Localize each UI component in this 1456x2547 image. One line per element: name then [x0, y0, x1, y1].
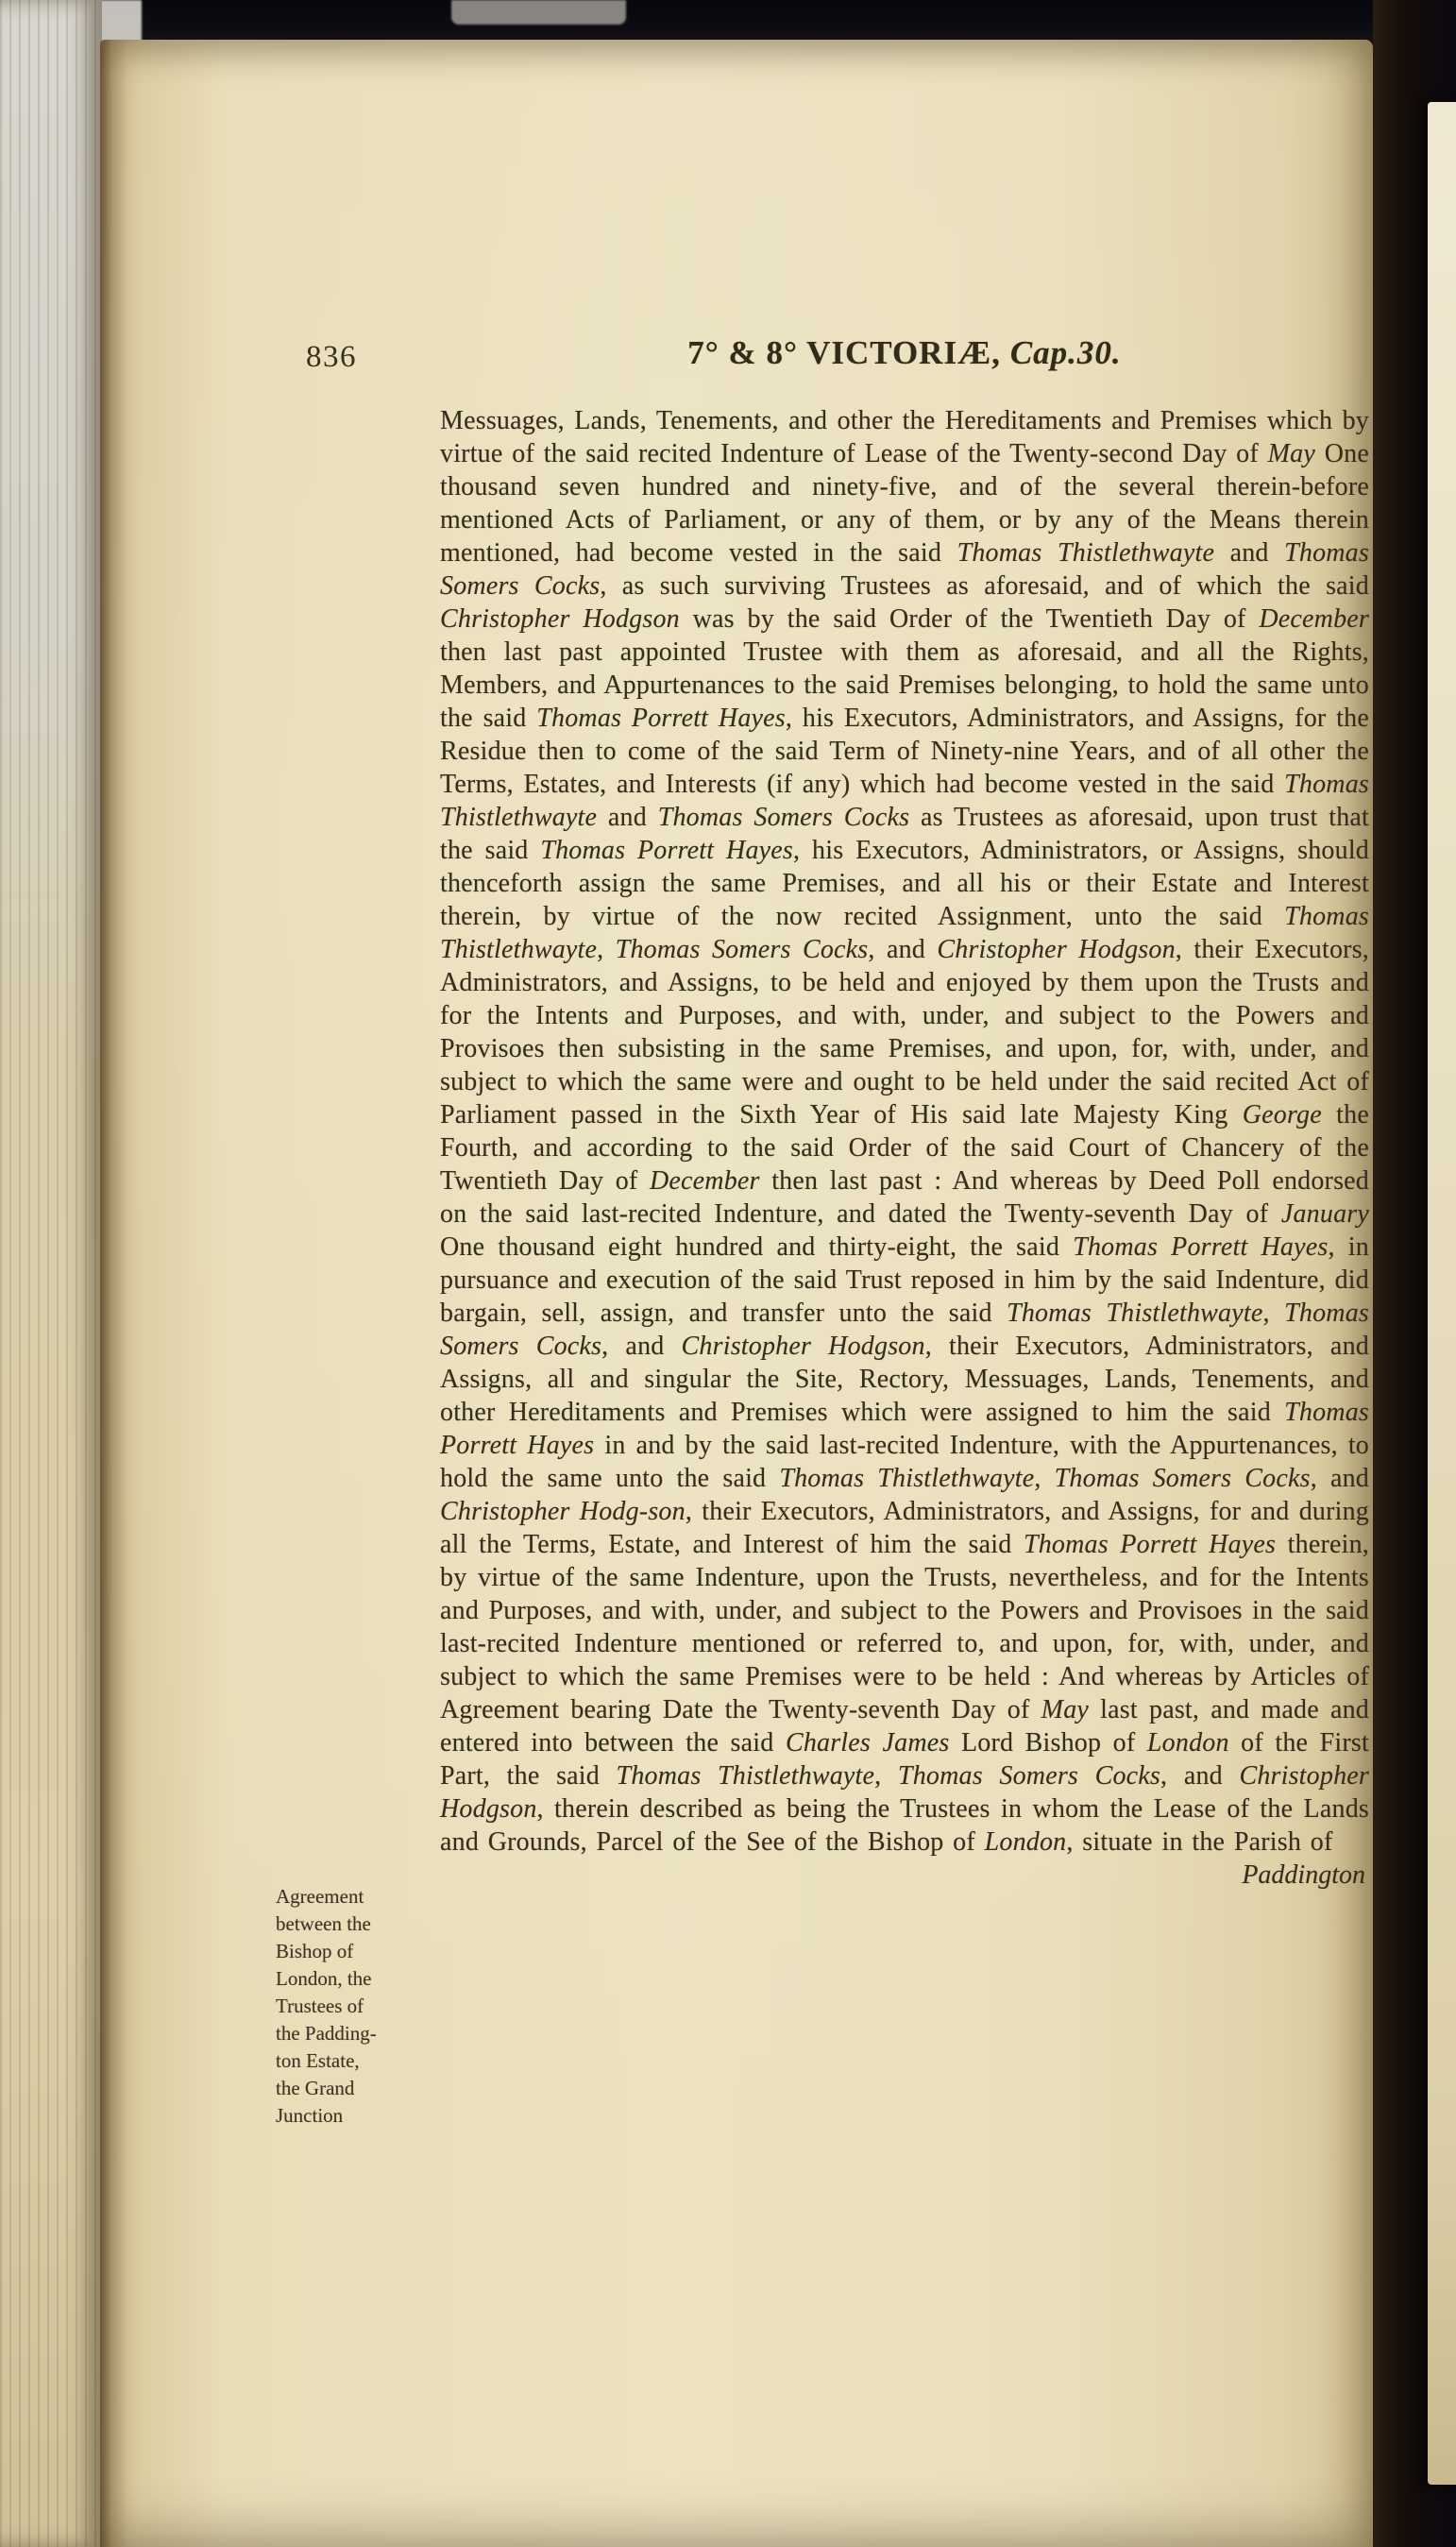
book-page	[100, 40, 1373, 2547]
running-header	[440, 334, 1369, 372]
next-page-edge	[1428, 102, 1456, 2485]
running-header-title: 7° & 8° VICTORIÆ,	[687, 334, 1001, 371]
left-page-stack-edge	[0, 0, 102, 2547]
running-header-chapter: Cap.30.	[1009, 334, 1122, 371]
margin-note: Agreement between the Bishop of London, the Trustees of the Padding- ton Estate, the Grand Junction	[276, 1885, 377, 2127]
scan-background-top	[0, 0, 1456, 42]
page-number: 836	[306, 340, 357, 374]
binding-shadow	[100, 40, 127, 2547]
right-gutter-shadow	[1373, 0, 1456, 2547]
paper-sliver	[451, 0, 626, 25]
catchword: Paddington	[1242, 1860, 1365, 1890]
body-text-block	[440, 404, 1369, 1892]
body-paragraph: Messuages, Lands, Tenements, and other the Hereditaments and Premises which by virtue of the said recited Indenture of Lease of the Twenty-second Day of May One thousand seven hundred and ninety-five, and of the several therein-before mentioned Acts of Parliament, or any of them, or by any of the Means therein mentioned, had become vested in the said Thomas Thistlethwayte and Thomas Somers Cocks, as such surviving Trustees as aforesaid, and of which the said Christopher Hodgson was by the said Order of the Twentieth Day of December then last past appointed Trustee with them as aforesaid, and all the Rights, Members, and Appurtenances to the said Premises belonging, to hold the same unto the said Thomas Porrett Hayes, his Executors, Administrators, and Assigns, for the Residue then to come of the said Term of Ninety-nine Years, and of all other the Terms, Estates, and Interests (if any) which had become vested in the said Thomas Thistlethwayte and Thomas Somers Cocks as Trustees as aforesaid, upon trust that the said Thomas Porrett Hayes, his Executors, Administrators, or Assigns, should thenceforth assign the same Premises, and all his or their Estate and Interest therein, by virtue of the now recited Assignment, unto the said Thomas Thistlethwayte, Thomas Somers Cocks, and Christopher Hodgson, their Executors, Administrators, and Assigns, to be held and enjoyed by them upon the Trusts and for the Intents and Purposes, and with, under, and subject to the Powers and Provisoes then subsisting in the same Premises, and upon, for, with, under, and subject to which the same were and ought to be held under the said recited Act of Parliament passed in the Sixth Year of His said late Majesty King George the Fourth, and according to the said Order of the said Court of Chancery of the Twentieth Day of December then last past : And whereas by Deed Poll endorsed on the said last-recited Indenture, and dated the Twenty-seventh Day of January One thousand eight hundred and thirty-eight, the said Thomas Porrett Hayes, in pursuance and execution of the said Trust reposed in him by the said Indenture, did bargain, sell, assign, and transfer unto the said Thomas Thistlethwayte, Thomas Somers Cocks, and Christopher Hodgson, their Executors, Administrators, and Assigns, all and singular the Site, Rectory, Messuages, Lands, Tenements, and other Hereditaments and Premises which were assigned to him the said Thomas Porrett Hayes in and by the said last-recited Indenture, with the Appurtenances, to hold the same unto the said Thomas Thistlethwayte, Thomas Somers Cocks, and Christopher Hodg-son, their Executors, Administrators, and Assigns, for and during all the Terms, Estate, and Interest of him the said Thomas Porrett Hayes therein, by virtue of the same Indenture, upon the Trusts, nevertheless, and for the Intents and Purposes, and with, under, and subject to the Powers and Provisoes in the said last-recited Indenture mentioned or referred to, and upon, for, with, under, and subject to which the same Premises were to be held : And whereas by Articles of Agreement bearing Date the Twenty-seventh Day of May last past, and made and entered into between the said Charles James Lord Bishop of London of the First Part, the said Thomas Thistlethwayte, Thomas Somers Cocks, and Christopher Hodgson, therein described as being the Trustees in whom the Lease of the Lands and Grounds, Parcel of the See of the Bishop of London, situate in the Parish of	[440, 406, 1370, 1857]
